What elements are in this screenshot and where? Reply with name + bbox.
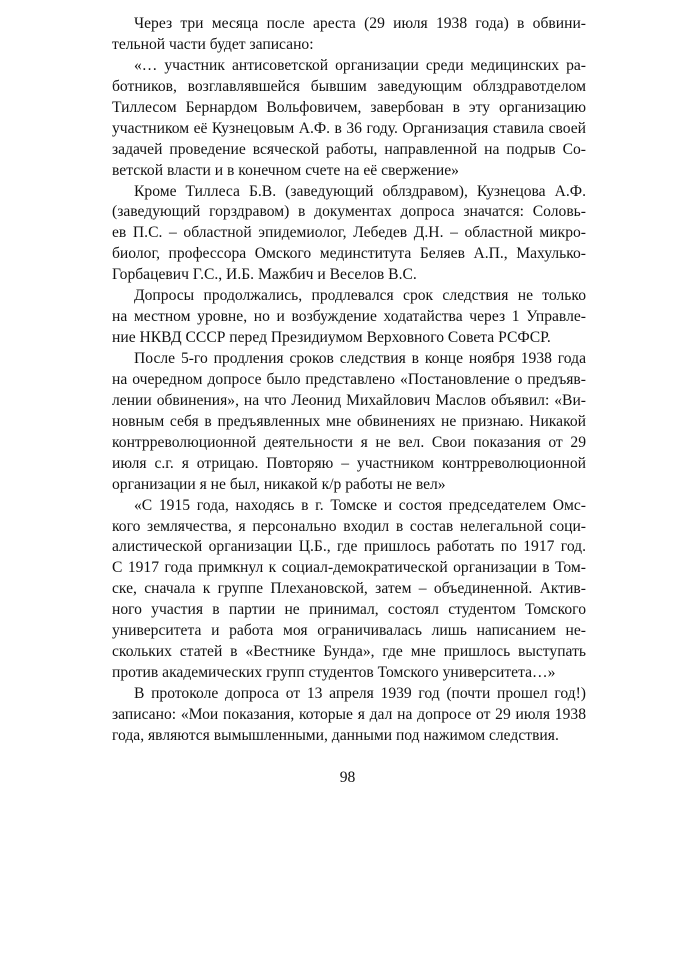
text-line: С 1917 года примкнул к социал-демократической организации в Том- — [112, 559, 586, 577]
text-line: Кроме Тиллеса Б.В. (заведующий облздравом), Кузнецова А.Ф. — [134, 182, 586, 200]
text-line: скольких статей в «Вестнике Бунда», где мне пришлось выступать — [112, 643, 586, 661]
text-line: июля с.г. я отрицаю. Повторяю – участником контрреволюционной — [112, 454, 586, 472]
text-line: ветской власти и в конечном счете на её свержение» — [112, 161, 459, 179]
quote-paragraph — [112, 56, 586, 182]
text-line: Тиллесом Бернардом Вольфовичем, завербован в эту организацию — [112, 98, 586, 116]
text-line: алистической организации Ц.Б., где пришлось работать по 1917 год. — [112, 538, 586, 556]
text-line: организации я не был, никакой к/р работы не вел» — [112, 475, 446, 493]
text-line: «… участник антисоветской организации среди медицинских ра- — [134, 56, 586, 74]
text-line: ние НКВД СССР перед Президиумом Верховного Совета РСФСР. — [112, 329, 551, 347]
paragraph — [112, 349, 586, 496]
text-line: После 5-го продления сроков следствия в конце ноября 1938 года — [134, 350, 586, 367]
text-line: Горбацевич Г.С., И.Б. Мажбич и Веселов В.С. — [112, 266, 417, 284]
text-line: новным себя в предъявленных мне обвинениях не признаю. Никакой — [112, 412, 586, 430]
text-line: ботников, возглавлявшейся бывшим заведующим облздравотделом — [112, 77, 586, 95]
text-line: Через три месяца после ареста (29 июля 1938 года) в обвини- — [134, 15, 586, 32]
body-text — [112, 14, 586, 747]
text-line: ске, сначала к группе Плехановской, затем – объединенной. Актив- — [112, 580, 586, 598]
text-line: «С 1915 года, находясь в г. Томске и состоя председателем Омс- — [134, 496, 586, 514]
paragraph — [112, 286, 586, 349]
text-line: (заведующий горздравом) в документах допроса значатся: Соловь- — [112, 203, 586, 221]
paragraph — [112, 14, 586, 56]
text-line: лении обвинения», на что Леонид Михайлович Маслов объявил: «Ви- — [112, 391, 586, 409]
text-line: года, являются вымышленными, данными под нажимом следствия. — [112, 726, 559, 744]
text-line: на очередном допросе было представлено «Постановление о предъяв- — [112, 370, 586, 388]
paragraph — [112, 182, 586, 287]
text-line: университета и работа моя ограничивалась лишь написанием не- — [112, 622, 586, 640]
text-line: записано: «Мои показания, которые я дал на допросе от 29 июля 1938 — [112, 705, 586, 723]
text-line: контрреволюционной деятельности я не вел. Свои показания от 29 — [112, 433, 586, 451]
text-line: против академических групп студентов Томского университета…» — [112, 664, 556, 682]
text-line: кого землячества, я персонально входил в состав нелегальной соци- — [112, 517, 586, 535]
text-line: ного участия в партии не принимал, состоял студентом Томского — [112, 601, 586, 619]
text-line: тельной части будет записано: — [112, 35, 314, 53]
quote-paragraph — [112, 496, 586, 684]
text-line: биолог, профессора Омского мединститута Беляев А.П., Махулько- — [112, 245, 586, 263]
text-line: ев П.С. – областной эпидемиолог, Лебедев Д.Н. – областной микро- — [112, 224, 586, 242]
text-line: В протоколе допроса от 13 апреля 1939 год (почти прошел год!) — [134, 685, 586, 702]
text-line: задачей проведение всяческой работы, направленной на подрыв Со- — [112, 140, 586, 158]
page-number: 98 — [339, 769, 356, 786]
text-line: участником её Кузнецовым А.Ф. в 36 году. Организация ставила своей — [112, 119, 586, 137]
text-line: Допросы продолжались, продлевался срок следствия не только — [134, 287, 586, 305]
paragraph — [112, 684, 586, 747]
text-line: на местном уровне, но и возбуждение ходатайства через 1 Управле- — [112, 308, 586, 326]
